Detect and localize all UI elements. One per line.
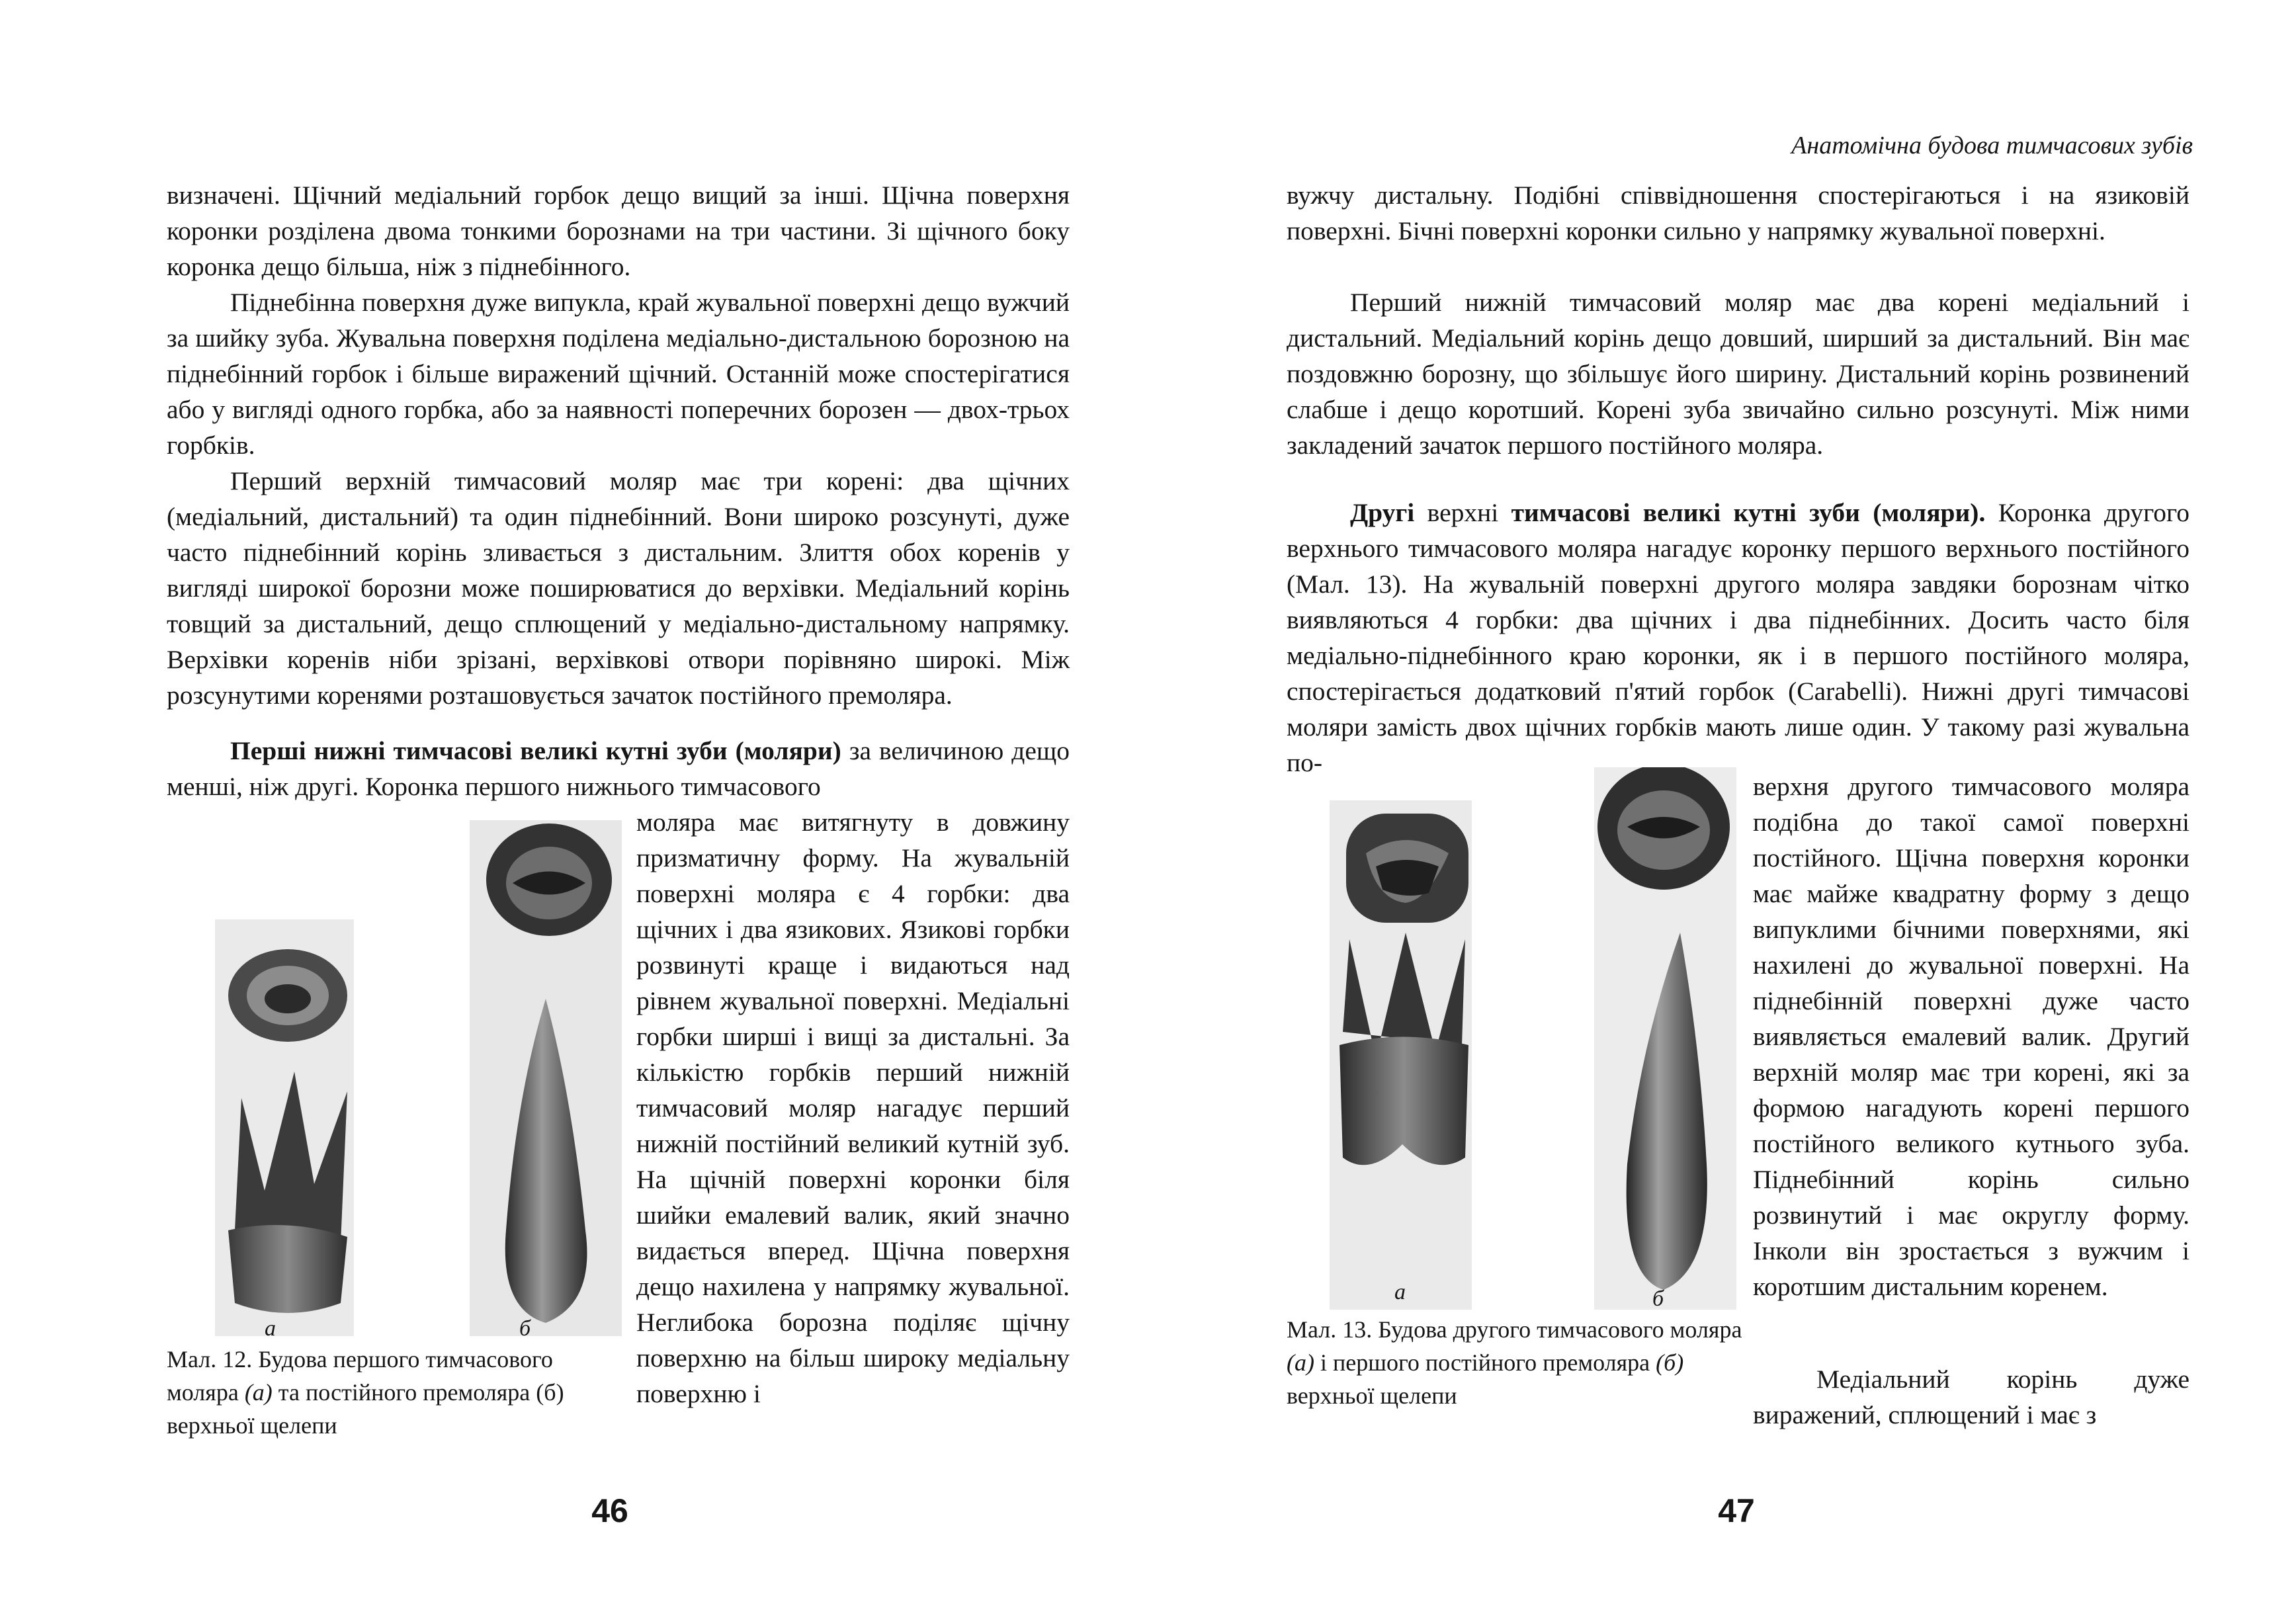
premolar-occlusal-view-b <box>1597 767 1730 890</box>
paragraph-last: Медіальний корінь дуже виражений, сплющений і має з <box>1753 1365 2190 1429</box>
figure-label-b: б <box>519 1316 531 1341</box>
figure-caption-12: Мал. 12. Будова першого тимчасового моляра (а) та постійного премоляра (б) верхньої щелепи <box>167 1346 564 1439</box>
page-number-right: 47 <box>1718 1492 1755 1529</box>
section-heading: Перші нижні тимчасові великі кутні зуби (моляри) <box>230 736 841 765</box>
paragraph-1: визначені. Щічний медіальний горбок дещо вищий за інші. Щічна поверхня коронки розділена двома тонкими борознами на три частини. Зі щічного боку коронка дещо більша, ніж з піднебінного. <box>167 181 1070 281</box>
paragraph-molar-intro: Перші нижні тимчасові великі кутні зуби (моляри) за величиною дещо менші, ніж другі. Коронка першого нижнього тимчасового <box>167 736 1070 801</box>
figure-caption-13: Мал. 13. Будова другого тимчасового моляра (а) і першого постійного премоляра (б) верхньої щелепи <box>1287 1316 1742 1409</box>
paragraph-3: Перший верхній тимчасовий моляр має три корені: два щічних (медіальний, дистальний) та один піднебінний. Вони широко розсунуті, дуже часто піднебінний корінь зливається з дистальним. Злиття обох коренів у вигляді широкої борозни може поширюватися до верхівки. Медіальний корінь товщий за дистальний, дещо сплющений у медіально-дистальному напрямку. Верхівки коренів ніби зрізані, верхівкові отвори порівняно широкі. Між розсунутими коренями розташовується зачаток постійного премоляра. <box>167 466 1070 710</box>
figure-label-b-right: б <box>1652 1287 1664 1311</box>
figure-label-a-right: а <box>1394 1280 1406 1304</box>
premolar-occlusal-view-b <box>486 823 612 936</box>
side-text-column-right: верхня другого тимчасового моляра подібна до такої самої поверхні постійного. Щічна поверхня коронки має майже квадратну форму з дещо випуклими бічними поверхнями, які нахилені до жувальної поверхні. На піднебінній поверхні дуже часто виявляється емалевий валик. Другий верхній моляр має три корені, які за формою нагадують корені першого постійного великого кутнього зуба. Піднебінний корінь сильно розвинутий і має округлу форму. Інколи він зростається з вужчим і коротшим дистальним коренем. <box>1753 772 2190 1301</box>
second-molar-occlusal-view-a <box>1346 814 1468 923</box>
running-header: Анатомічна будова тимчасових зубів <box>1791 132 2193 159</box>
paragraph-second-molar: Другі верхні тимчасові великі кутні зуби (моляри). Коронка другого верхнього тимчасового моляра нагадує коронку першого верхнього постійного (Мал. 13). На жувальній поверхні другого моляра завдяки борознам чітко виявляються 4 горбки: два щічних і два піднебінних. Досить часто біля медіально-піднебінного краю коронки, як і в першого постійного моляра, спостерігається додатковий п'ятий горбок (Carabelli). Нижні другі тимчасові моляри замість двох щічних горбків мають лише один. У такому разі жувальна по- <box>1287 498 2190 777</box>
molar-occlusal-view-a <box>228 949 347 1042</box>
paragraph-r2: Перший нижній тимчасовий моляр має два корені медіальний і дистальний. Медіальний корінь дещо довший, ширший за дистальний. Він має поздовжню борозну, що збільшує його ширину. Дистальний корінь розвинений слабше і дещо коротший. Корені зуба звичайно сильно розсунуті. Між ними закладений зачаток першого постійного моляра. <box>1287 288 2190 460</box>
figure-label-a: а <box>265 1316 276 1341</box>
side-text-column: моляра має витягнуту в довжину призматичну форму. На жувальній поверхні моляра є 4 горбки: два щічних і два язикових. Язикові горбки розвинуті краще і видаються над рівнем жувальної поверхні. Медіальні горбки ширші і вищі за дистальні. За кількістю горбків перший нижній тимчасовий моляр нагадує перший нижній постійний великий кутній зуб. На щічній поверхні коронки біля шийки емалевий валик, який значно видається вперед. Щічна поверхня дещо нахилена у напрямку жувальної. Неглибока борозна поділяє щічну поверхню на більш широку медіальну поверхню і <box>636 808 1070 1408</box>
paragraph-r1: вужчу дистальну. Подібні співвідношення спостерігаються і на язиковій поверхні. Бічні поверхні коронки сильно у напрямку жувальної поверхні. <box>1287 181 2190 245</box>
tooth-figure-12 <box>215 820 625 1343</box>
page-number-left: 46 <box>591 1492 628 1529</box>
paragraph-2: Піднебінна поверхня дуже випукла, край жувальної поверхні дещо вужчий за шийку зуба. Жувальна поверхня поділена медіально-дистальною борозною на піднебінний горбок і більше виражений щічний. Останній може спостерігатися або у вигляді одного горбка, або за наявності поперечних борозен — двох-трьох горбків. <box>167 288 1070 460</box>
tooth-figure-13 <box>1330 767 1740 1316</box>
